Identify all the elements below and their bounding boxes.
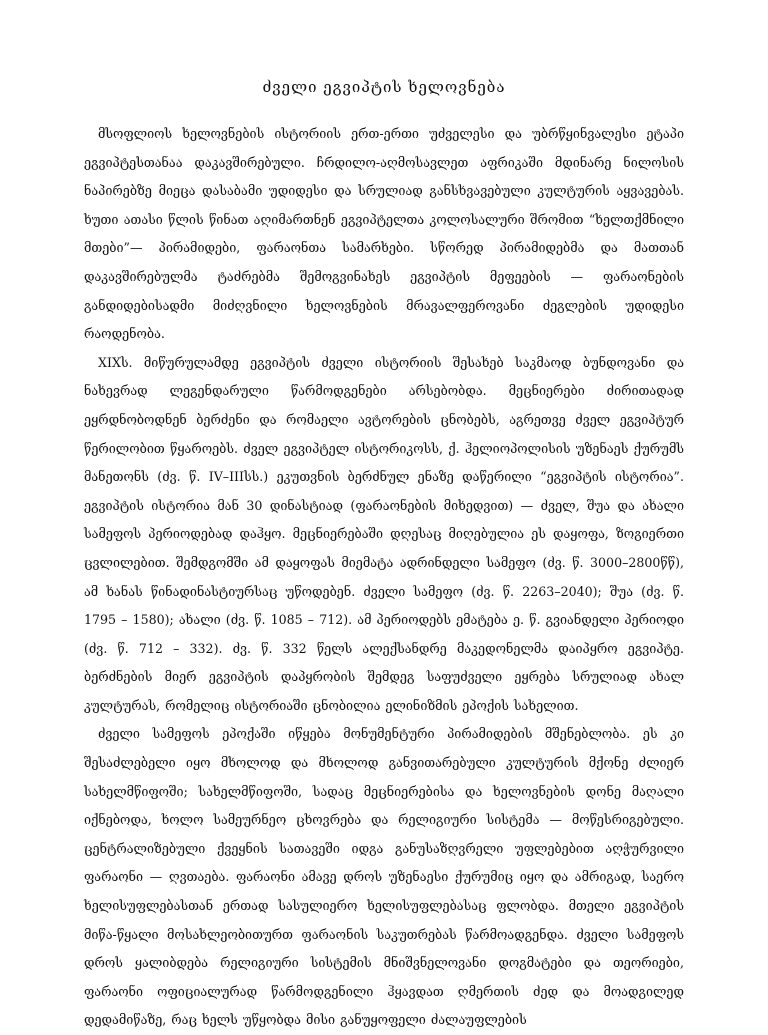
paragraph-2: XIXს. მიწურულამდე ეგვიპტის ძველი ისტორიის შესახებ საკმაოდ ბუნდოვანი და ნახევრად ლეგენდარული წარმოდგენები არსებობდა. მეცნიერები ძირითადად ეყრდნობოდნენ ბერძენი და რომაელი ავტორების ცნობებს, აგრეთვე ძველ ეგვიპტურ წერილობით წყაროებს. ძველ ეგვიპტელ ისტორიკოსს, ქ. ჰელიოპოლისის უზენაეს ქურუმს მანეთონს (ძვ. წ. IV–IIIსს.) ეკუთვნის ბერძნულ ენაზე დაწერილი “ეგვიპტის ისტორია”. ეგვიპტის ისტორია მან 30 დინასტიად (ფარაონების მიხედვით) — ძველ, შუა და ახალი სამეფოს პერიოდებად დაჰყო. მეცნიერებაში დღესაც მიღებულია ეს დაყოფა, ზოგიერთი ცვლილებით. შემდგომში ამ დაყოფას მიემატა ადრინდელი სამეფო (ძვ. წ. 3000–2800წწ), ამ ხანას წინადინასტიურსაც უწოდებენ. ძველი სამეფო (ძვ. წ. 2263–2040); შუა (ძვ. წ. 1795 – 1580); ახალი (ძვ. წ. 1085 – 712). ამ პერიოდებს ემატება ე. წ. გვიანდელი პერიოდი (ძვ. წ. 712 – 332). ძვ. წ. 332 წელს ალექსანდრე მაკედონელმა დაიპყრო ეგვიპტე. ბერძნების მიერ ეგვიპტის დაპყრობის შემდეგ საფუძველი ეყრება სრულიად ახალ კულტურას, რომელიც ისტორიაში ცნობილია ელინიზმის ეპოქის სახელით. — [84, 354, 684, 713]
paragraph-1: მსოფლიოს ხელოვნების ისტორიის ერთ-ერთი უძველესი და უბრწყინვალესი ეტაპი ეგვიპტესთანაა დაკავშირებული. ჩრდილო-აღმოსავლეთ აფრიკაში მდინარე ნილოსის ნაპირებზე მიეცა დასაბამი უდიდესი და სრულიად განსხვავებული კულტურის აყვავებას. ხუთი ათასი წლის წინათ აღიმართნენ ეგვიპტელთა კოლოსალური შრომით “ხელთქმნილი მთები”— პირამიდები, ფარაონთა სამარხები. სწორედ პირამიდებმა და მათთან დაკავშირებულმა ტაძრებმა შემოგვინახეს ეგვიპტის მეფეების — ფარაონების განდიდებისადმი მიძღვნილი ხელოვნების მრავალფეროვანი ძეგლების უდიდესი რაოდენობა. — [84, 126, 684, 342]
paragraph-3: ძველი სამეფოს ეპოქაში იწყება მონუმენტური პირამიდების მშენებლობა. ეს კი შესაძლებელი იყო მხოლოდ და მხოლოდ განვითარებული კულტურის მქონე ძლიერ სახელმწიფოში; სახელმწიფოში, სადაც მეცნიერებისა და ხელოვნების დონე მაღალი იქნებოდა, ხოლო სამეურნეო ცხოვრება და რელიგიური სისტემა — მოწესრიგებული. ცენტრალიზებული ქვეყნის სათავეში იდგა განუსაზღვრელი უფლებებით აღჭურვილი ფარაონი — ღვთაება. ფარაონი ამავე დროს უზენაესი ქურუმიც იყო და ამრიგად, საერო ხელისუფლებასთან ერთად სასულიერო ხელისუფლებასაც ფლობდა. მთელი ეგვიპტის მიწა-წყალი მოსახლეობითურთ ფარაონის საკუთრებას წარმოადგენდა. ძველი სამეფოს დროს ყალიბდება რელიგიური სისტემის მნიშვნელოვანი დოგმატები და თეორიები, ფარაონი ოფიციალურად წარმოდგენილი ჰყავდათ ღმერთის ძედ და მოადგილედ დედამიწაზე, რაც ხელს უწყობდა მისი განუყოფელი ძალაუფლების — [84, 726, 684, 1028]
page-title: ძველი ეგვიპტის ხელოვნება — [262, 78, 506, 96]
